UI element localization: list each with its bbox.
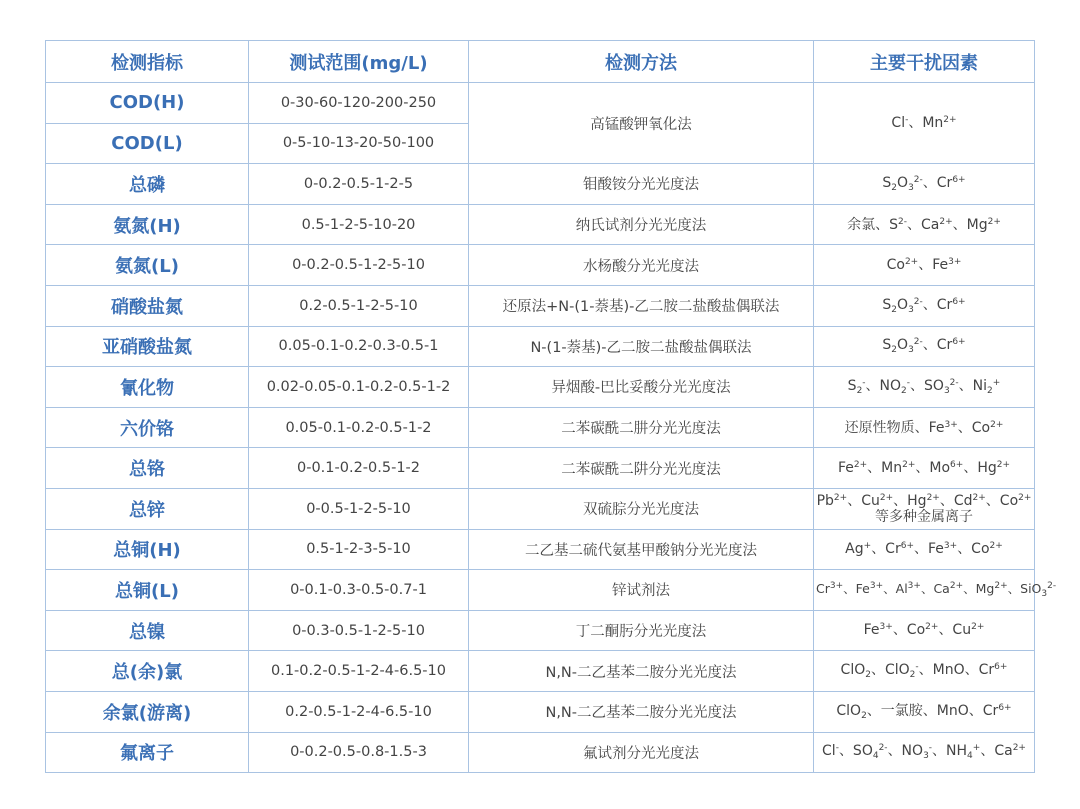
range-cell: 0.05-0.1-0.2-0.3-0.5-1 xyxy=(249,326,469,367)
range-cell: 0.2-0.5-1-2-4-6.5-10 xyxy=(249,691,469,732)
interference-cell: 余氯、$S^{2-}$、$Ca^{2+}$、$Mg^{2+}$ xyxy=(814,204,1035,245)
interference-cell: $Cr^{3+}$、$Fe^{3+}$、$Al^{3+}$、$Ca^{2+}$、$Mg^{2+}$、SiO$_3^{2-}$ xyxy=(814,570,1035,611)
method-cell: 双硫腙分光光度法 xyxy=(469,488,814,529)
method-cell: N-(1-萘基)-乙二胺二盐酸盐偶联法 xyxy=(469,326,814,367)
table-row xyxy=(46,285,1035,326)
method-cell: 高锰酸钾氧化法 xyxy=(469,83,814,164)
table-row xyxy=(46,245,1035,286)
indicator-cell: COD(L) xyxy=(46,123,249,164)
indicator-cell: 总铜(L) xyxy=(46,570,249,611)
indicator-cell: 总镍 xyxy=(46,610,249,651)
range-cell: 0-0.2-0.5-1-2-5 xyxy=(249,164,469,205)
indicator-cell: COD(H) xyxy=(46,83,249,124)
indicator-cell: 总磷 xyxy=(46,164,249,205)
interference-cell: $Co^{2+}$、$Fe^{3+}$ xyxy=(814,245,1035,286)
indicator-cell: 氨氮(H) xyxy=(46,204,249,245)
indicator-cell: 氟离子 xyxy=(46,732,249,773)
method-cell: N,N-二乙基苯二胺分光光度法 xyxy=(469,691,814,732)
range-cell: 0-30-60-120-200-250 xyxy=(249,83,469,124)
interference-cell: $Fe^{3+}$、$Co^{2+}$、$Cu^{2+}$ xyxy=(814,610,1035,651)
range-cell: 0-5-10-13-20-50-100 xyxy=(249,123,469,164)
header-range: 测试范围(mg/L) xyxy=(249,41,469,83)
range-cell: 0-0.3-0.5-1-2-5-10 xyxy=(249,610,469,651)
header-indicator: 检测指标 xyxy=(46,41,249,83)
indicator-cell: 余氯(游离) xyxy=(46,691,249,732)
interference-cell: $Fe^{2+}$、$Mn^{2+}$、$Mo^{6+}$、$Hg^{2+}$ xyxy=(814,448,1035,489)
method-cell: N,N-二乙基苯二胺分光光度法 xyxy=(469,651,814,692)
interference-cell: Cl-、$SO_4^{2-}$、$NO_3^-$、$NH_4^+$、$Ca^{2+}$ xyxy=(814,732,1035,773)
indicator-cell: 氰化物 xyxy=(46,367,249,408)
range-cell: 0.5-1-2-3-5-10 xyxy=(249,529,469,570)
table-row xyxy=(46,448,1035,489)
method-cell: 异烟酸-巴比妥酸分光光度法 xyxy=(469,367,814,408)
interference-cell: $S_2^-$、$NO_2^-$、$SO_3^{2-}$、$Ni_2^+$ xyxy=(814,367,1035,408)
table-row xyxy=(46,488,1035,529)
interference-cell: $S_2O_3^{2-}$、$Cr^{6+}$ xyxy=(814,326,1035,367)
table-row xyxy=(46,610,1035,651)
indicator-cell: 硝酸盐氮 xyxy=(46,285,249,326)
indicator-cell: 六价铬 xyxy=(46,407,249,448)
range-cell: 0.05-0.1-0.2-0.5-1-2 xyxy=(249,407,469,448)
indicator-cell: 亚硝酸盐氮 xyxy=(46,326,249,367)
table-row xyxy=(46,204,1035,245)
table-row xyxy=(46,83,1035,124)
range-cell: 0-0.2-0.5-1-2-5-10 xyxy=(249,245,469,286)
header-method: 检测方法 xyxy=(469,41,814,83)
method-cell: 丁二酮肟分光光度法 xyxy=(469,610,814,651)
interference-cell: Ag+、$Cr^{6+}$、$Fe^{3+}$、$Co^{2+}$ xyxy=(814,529,1035,570)
method-cell: 钼酸铵分光光度法 xyxy=(469,164,814,205)
indicator-cell: 总(余)氯 xyxy=(46,651,249,692)
table-row xyxy=(46,691,1035,732)
interference-cell: 还原性物质、$Fe^{3+}$、$Co^{2+}$ xyxy=(814,407,1035,448)
table-row xyxy=(46,651,1035,692)
table-row xyxy=(46,407,1035,448)
method-cell: 氟试剂分光光度法 xyxy=(469,732,814,773)
table-row xyxy=(46,164,1035,205)
method-cell: 水杨酸分光光度法 xyxy=(469,245,814,286)
range-cell: 0-0.1-0.3-0.5-0.7-1 xyxy=(249,570,469,611)
method-cell: 二苯碳酰二肼分光光度法 xyxy=(469,407,814,448)
table-row xyxy=(46,529,1035,570)
range-cell: 0-0.5-1-2-5-10 xyxy=(249,488,469,529)
method-cell: 二苯碳酰二阱分光光度法 xyxy=(469,448,814,489)
method-cell: 纳氏试剂分光光度法 xyxy=(469,204,814,245)
table-row xyxy=(46,326,1035,367)
method-cell: 二乙基二硫代氨基甲酸钠分光光度法 xyxy=(469,529,814,570)
interference-cell: $Pb^{2+}$、$Cu^{2+}$、$Hg^{2+}$、$Cd^{2+}$、$Co^{2+}$ 等多种金属离子 xyxy=(814,488,1035,529)
range-cell: 0.1-0.2-0.5-1-2-4-6.5-10 xyxy=(249,651,469,692)
indicator-cell: 氨氮(L) xyxy=(46,245,249,286)
interference-cell: Cl-、$Mn^{2+}$ xyxy=(814,83,1035,164)
indicator-cell: 总铜(H) xyxy=(46,529,249,570)
table-row xyxy=(46,732,1035,773)
range-cell: 0.2-0.5-1-2-5-10 xyxy=(249,285,469,326)
interference-cell: ClO$_2$、ClO$_2$-、MnO、$Cr^{6+}$ xyxy=(814,651,1035,692)
method-cell: 锌试剂法 xyxy=(469,570,814,611)
range-cell: 0.02-0.05-0.1-0.2-0.5-1-2 xyxy=(249,367,469,408)
range-cell: 0.5-1-2-5-10-20 xyxy=(249,204,469,245)
interference-cell: $S_2O_3^{2-}$、$Cr^{6+}$ xyxy=(814,164,1035,205)
range-cell: 0-0.2-0.5-0.8-1.5-3 xyxy=(249,732,469,773)
interference-cell: ClO$_2$、一氯胺、MnO、$Cr^{6+}$ xyxy=(814,691,1035,732)
water-quality-table xyxy=(45,40,1057,773)
indicator-cell: 总锌 xyxy=(46,488,249,529)
interference-cell: $S_2O_3^{2-}$、$Cr^{6+}$ xyxy=(814,285,1035,326)
table-row xyxy=(46,367,1035,408)
indicator-cell: 总铬 xyxy=(46,448,249,489)
method-cell: 还原法+N-(1-萘基)-乙二胺二盐酸盐偶联法 xyxy=(469,285,814,326)
header-interference: 主要干扰因素 xyxy=(814,41,1035,83)
table-header-row xyxy=(46,41,1035,83)
table-row xyxy=(46,570,1035,611)
range-cell: 0-0.1-0.2-0.5-1-2 xyxy=(249,448,469,489)
